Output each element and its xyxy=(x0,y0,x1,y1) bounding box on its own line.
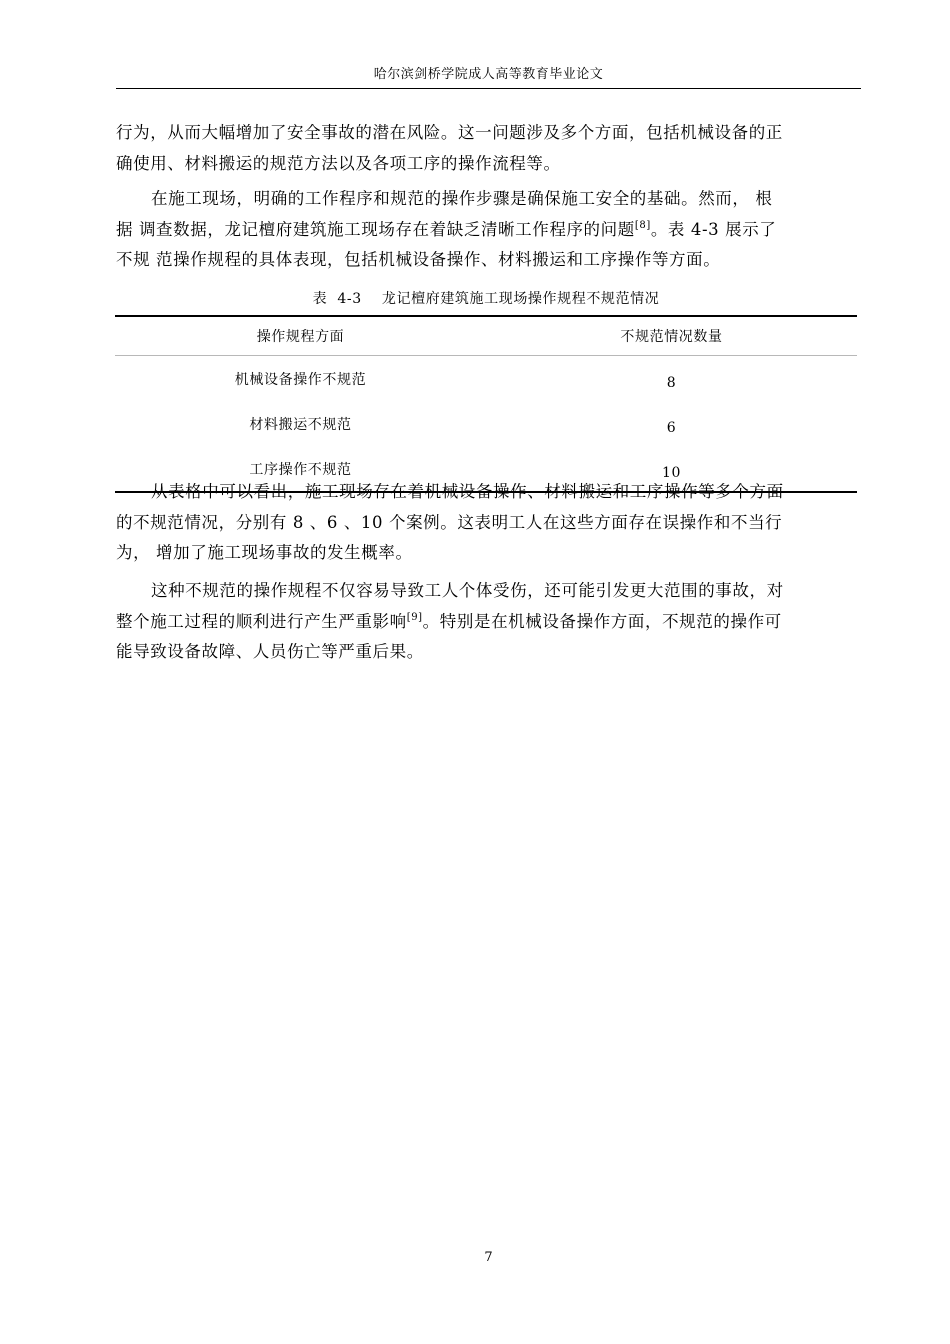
citation-9: [9] xyxy=(406,611,423,623)
paragraph-line xyxy=(116,215,861,246)
paragraph-2 xyxy=(116,184,861,276)
citation-8: [8] xyxy=(634,219,651,231)
header-title: 哈尔滨剑桥学院成人高等教育毕业论文 xyxy=(373,67,604,82)
paragraph-line xyxy=(116,607,861,638)
table-cell-count: 8 xyxy=(666,374,677,391)
paragraph-line: 能导致设备故障、人员伤亡等严重后果。 xyxy=(116,642,424,661)
paragraph-text: 据 调查数据，龙记檀府建筑施工现场存在着缺乏清晰工作程序的问题 xyxy=(116,219,635,239)
paragraph-text: 整个施工过程的顺利进行产生严重影响 xyxy=(116,611,407,631)
table-cell-aspect: 工序操作不规范 xyxy=(249,461,352,478)
paragraph-3 xyxy=(116,477,861,569)
table-cell-aspect: 材料搬运不规范 xyxy=(249,416,352,433)
table-caption: 表 4-3 龙记檀府建筑施工现场操作规程不规范情况 xyxy=(312,291,660,307)
ops-table-wrapper xyxy=(115,315,857,493)
paragraph-text: 。表 4-3 展示了 xyxy=(650,219,777,239)
table-header-aspect: 操作规程方面 xyxy=(256,329,345,345)
paragraph-line: 这种不规范的操作规程不仅容易导致工人个体受伤，还可能引发更大范围的事故，对 xyxy=(151,581,784,600)
page-number: 7 xyxy=(484,1250,493,1265)
ops-table xyxy=(115,315,857,493)
table-cell-aspect: 机械设备操作不规范 xyxy=(234,371,367,388)
paragraph-line: 行为，从而大幅增加了安全事故的潜在风险。这一问题涉及多个方面，包括机械设备的正 xyxy=(116,123,783,142)
paragraph-line: 为， 增加了施工现场事故的发生概率。 xyxy=(116,543,413,562)
table-header-row xyxy=(115,316,857,356)
paragraph-1 xyxy=(116,118,861,179)
table-cell-count: 10 xyxy=(661,464,681,481)
table-header-count: 不规范情况数量 xyxy=(620,329,723,345)
paragraph-line: 确使用、材料搬运的规范方法以及各项工序的操作流程等。 xyxy=(116,153,561,173)
table-row xyxy=(115,401,857,446)
paragraph-line: 在施工现场，明确的工作程序和规范的操作步骤是确保施工安全的基础。然而， 根 xyxy=(151,189,773,208)
paragraph-line: 从表格中可以看出，施工现场存在着机械设备操作、材料搬运和工序操作等多个方面 xyxy=(151,482,784,501)
paragraph-line: 不规 范操作规程的具体表现，包括机械设备操作、材料搬运和工序操作等方面。 xyxy=(116,250,721,269)
header-rule xyxy=(116,88,861,89)
paragraph-line: 的不规范情况，分别有 8 、6 、10 个案例。这表明工人在这些方面存在误操作和不当行 xyxy=(116,512,783,532)
paragraph-text: 。特别是在机械设备操作方面，不规范的操作可 xyxy=(422,611,782,631)
table-cell-count: 6 xyxy=(666,419,677,436)
table-row xyxy=(115,356,857,402)
paragraph-4 xyxy=(116,576,861,668)
